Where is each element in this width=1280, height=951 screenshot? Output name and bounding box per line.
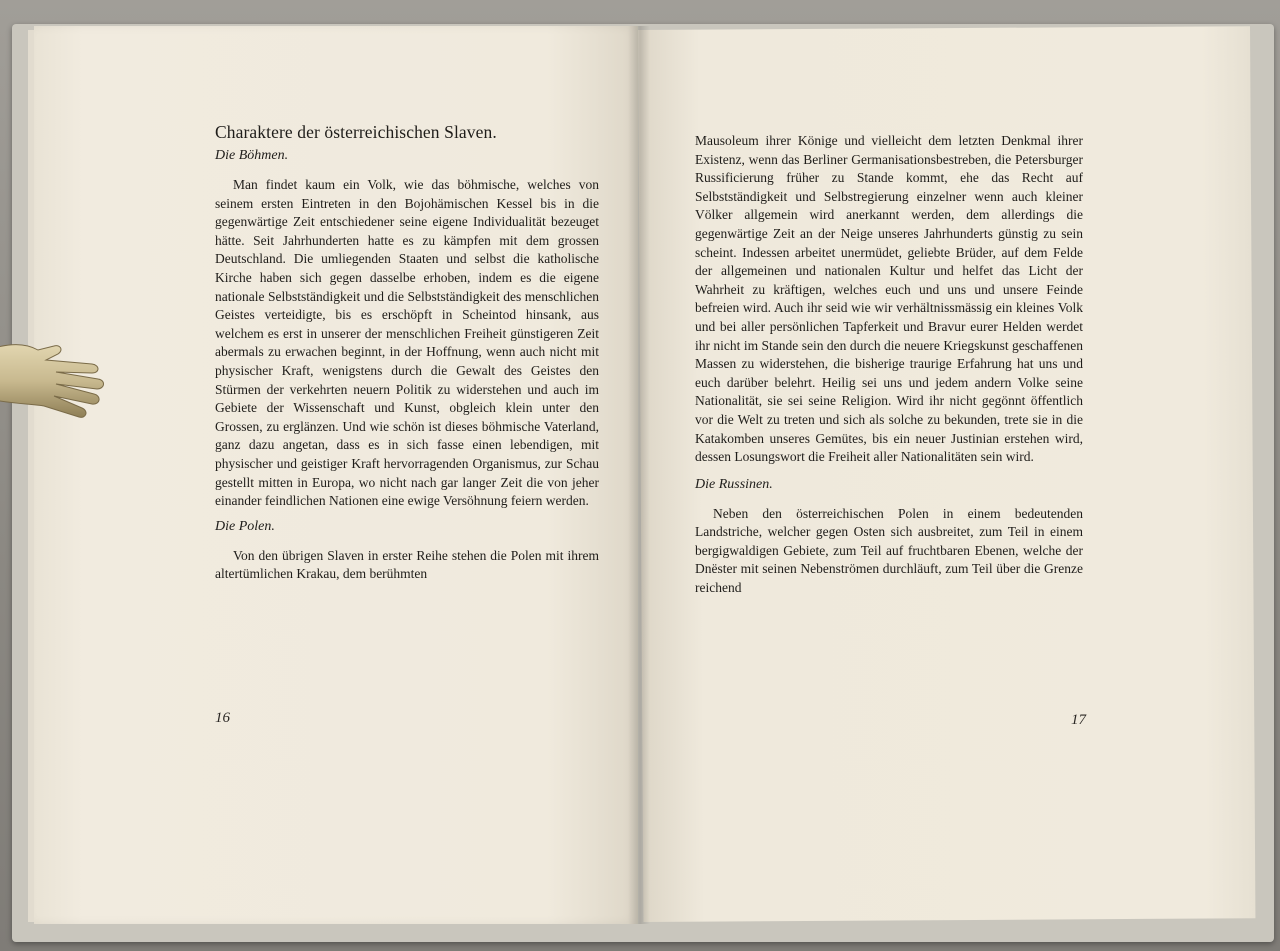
section-title-polen: Die Polen. [215, 518, 275, 534]
page-number-right: 17 [1071, 712, 1086, 728]
left-page-text [215, 122, 599, 592]
page-number-left: 16 [215, 710, 230, 726]
paragraph-russinen: Neben den österreichischen Polen in einem bedeutenden Landstriche, welcher gegen Osten sich ausbreitet, zum Teil in einem bergigwaldigen Gebiete, zum Teil auf fruchtbaren Ebenen, welche der Dnëster mit seinen Nebenströmen durchläuft, zum Teil über die Grenze reichend [695, 505, 1083, 596]
section-title-boehmen: Die Böhmen. [215, 148, 289, 163]
brass-hand-page-holder-icon [0, 334, 114, 434]
paragraph-polen-continued: Mausoleum ihrer Könige und vielleicht dem letzten Denkmal ihrer Existenz, wenn das Berliner Germanisationsbestreben, die Petersburger Russificierung früher zu Stande kommt, ehe das Recht auf Selbstständigkeit und Selbstregierung einzelner wenn auch kleiner Völker allgemein wird anerkannt werden, dem allerdings die gegenwärtige Zeit an der Neige unseres Jahrhunderts günstig zu sein scheint. Indessen arbeitet unermüdet, geliebte Brüder, auf dem Felde der allgemeinen und nationalen Kultur und helfet das Licht der Wahrheit zu kräftigen, welches euch und uns und unsere Feinde befreien wird. Auch ihr seid wie wir verhältnissmässig ein kleines Volk und bei aller persönlichen Tapferkeit und Bravur eurer Helden werdet ihr nicht im Stande sein den durch die neuere Kriegskunst geschaffenen Massen zu widerstehen, die bisherige traurige Erfahrung hat uns und euch darüber belehrt. Heilig sei uns und jedem andern Volke seine Nationalität, sie sei seine Religion. Wird ihr nicht gegönnt öffentlich vor die Welt zu treten und sich als solche zu bekunden, trete sie in die Katakomben unseres Gemütes, bis ein neuer Justinian erstehen wird, dessen Losungswort die Freiheit aller Nationalitäten sein wird. [695, 133, 1083, 465]
paragraph-polen: Von den übrigen Slaven in erster Reihe stehen die Polen mit ihrem altertümlichen Krakau, dem berühmten [215, 547, 599, 582]
book-gutter [628, 26, 650, 924]
section-title-russinen: Die Russinen. [695, 476, 773, 492]
right-page-text [695, 132, 1083, 606]
paragraph-boehmen: Man findet kaum ein Volk, wie das böhmische, welches von seinem ersten Eintreten in den Bojohämischen Kessel bis in die gegenwärtige Zeit entschiedener seine eigene Individualität bezeuget hätte. Seit Jahrhunderten hatte es zu kämpfen mit dem grossen Deutschland. Die umliegenden Staaten und selbst die katholische Kirche haben sich gegen dasselbe erhoben, indem es die eigene nationale Selbstständigkeit und die Selbstständigkeit des menschlichen Geistes verteidigte, bis es erschöpft in Scheintod hinsank, aus welchem es erst in unserer der menschlichen Freiheit günstigeren Zeit abermals zu erwachen beginnt, in der Hoffnung, wenn auch nicht mit physischer Kraft, wenigstens durch die Gewalt des Geistes den Stürmen der verkehrten neuern Politik zu widerstehen und auch im Gebiete der Wissenschaft und Kunst, obgleich klein unter den Grossen, zu erglänzen. Und wie schön ist dieses böhmische Vaterland, ganz dazu angetan, dass es in sich fasse einen lebendigen, mit physischer und geistiger Kraft hervorragenden Organismus, zur Schau gestellt mitten in Europa, wo nicht nach gar langer Zeit die von jeher einander feindlichen Nationen eine ewige Versöhnung feiern werden. [215, 177, 599, 509]
chapter-heading: Charaktere der österreichischen Slaven. [215, 122, 497, 142]
